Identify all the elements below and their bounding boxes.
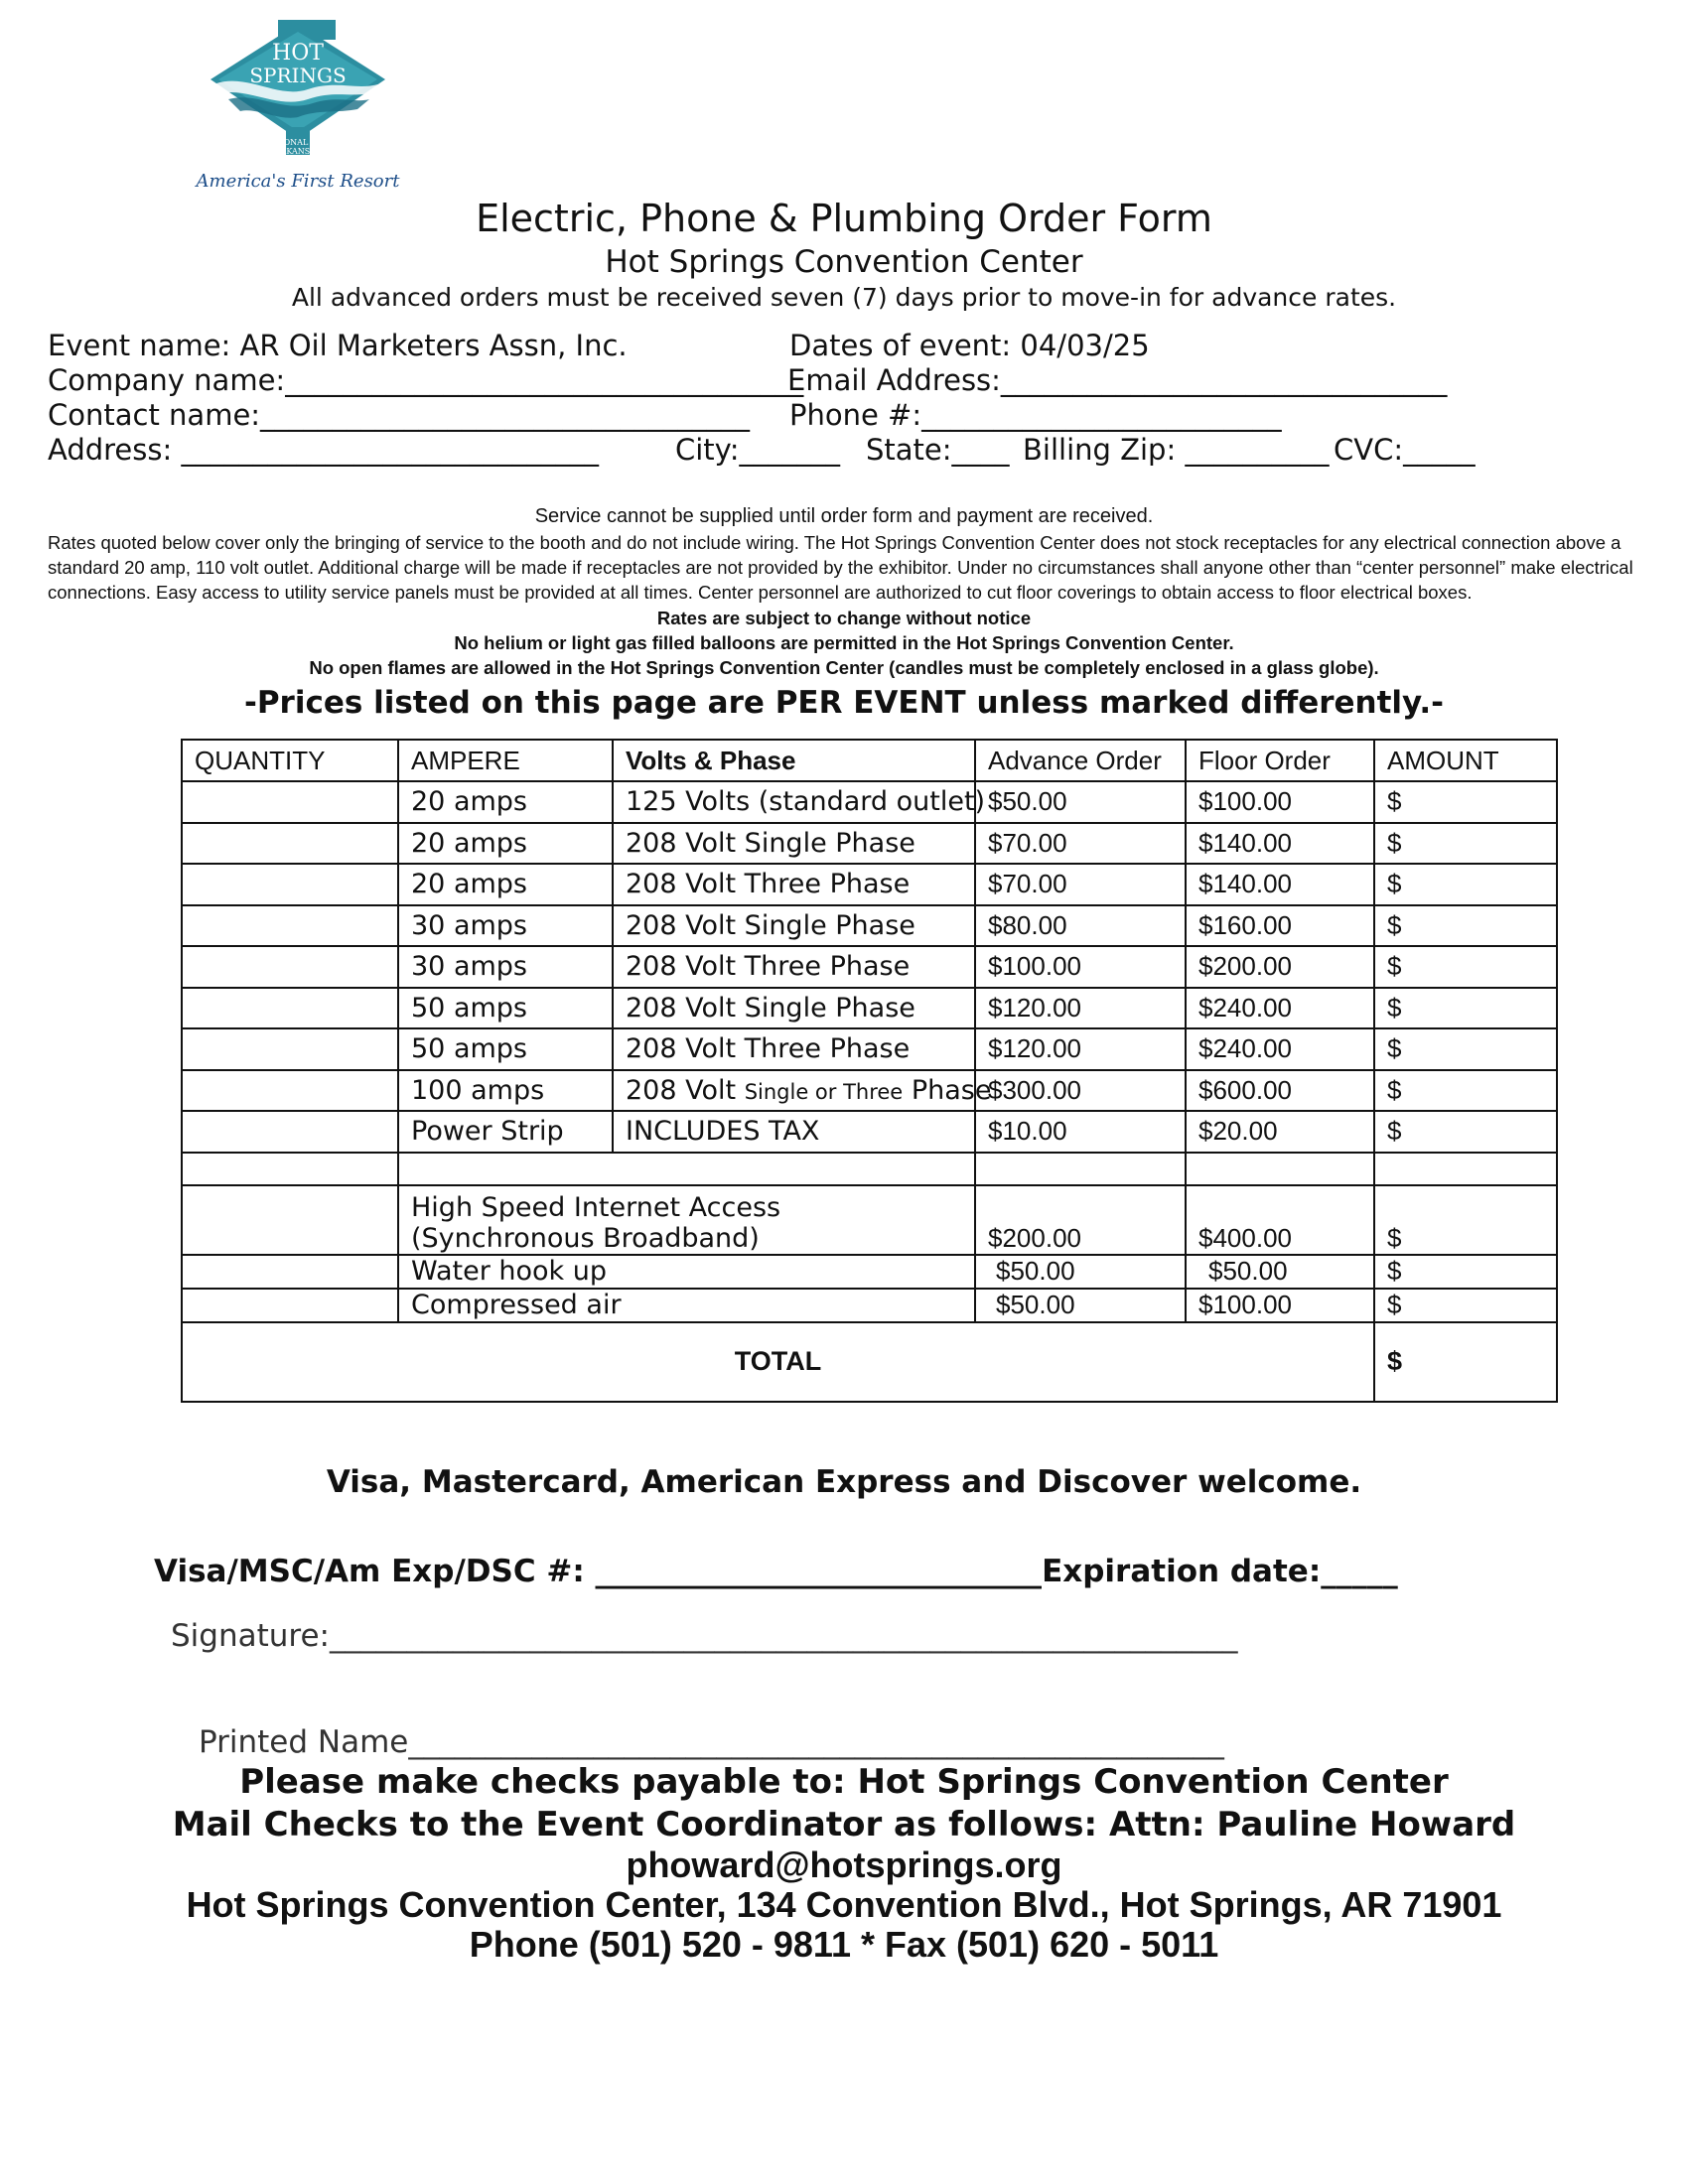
quantity-cell[interactable] — [182, 1289, 398, 1322]
contact-name-field[interactable]: Contact name:__________________________________ — [48, 398, 751, 432]
ampere-cell: 20 amps — [398, 781, 613, 823]
amount-cell[interactable]: $ — [1374, 1028, 1557, 1070]
table-row — [182, 1111, 1557, 1153]
header-quantity: QUANTITY — [182, 740, 398, 781]
hot-springs-diamond-icon — [189, 10, 407, 199]
table-row — [182, 905, 1557, 947]
volts-cell: 125 Volts (standard outlet) — [613, 781, 975, 823]
advance-cell: $300.00 — [975, 1070, 1186, 1112]
header-volts-phase: Volts & Phase — [613, 740, 975, 781]
card-number-field[interactable]: Visa/MSC/Am Exp/DSC #: _____________________________ — [154, 1554, 1043, 1589]
svg-text:ARKANSAS: ARKANSAS — [274, 147, 322, 156]
volts-cell: 208 Volt Single Phase — [613, 988, 975, 1029]
quantity-cell[interactable] — [182, 1185, 398, 1255]
advance-cell: $70.00 — [975, 823, 1186, 865]
city-field[interactable]: City:_______ — [675, 433, 840, 467]
table-row — [182, 1289, 1557, 1322]
cards-welcome-text: Visa, Mastercard, American Express and Discover welcome. — [326, 1464, 1362, 1500]
floor-cell: $240.00 — [1186, 988, 1374, 1029]
rates-terms-paragraph: Rates quoted below cover only the bringing of service to the booth and do not include wiring. The Hot Springs Convention Center does not stock receptacles for any electrical connection above a standard 20 amp, 110 volt outlet. Additional charge will be made if receptacles are not provided by the exhibitor. Under no circumstances shall anyone other than “center personnel” make electrical connections. Easy access to utility service panels must be provided at all times. Center personnel are authorized to cut floor coverings to obtain access to floor electrical boxes. — [48, 532, 1633, 603]
advance-cell: $100.00 — [975, 946, 1186, 988]
floor-cell: $50.00 — [1186, 1255, 1374, 1289]
table-row — [182, 1070, 1557, 1112]
event-dates-field: Dates of event: 04/03/25 — [789, 329, 1150, 362]
quantity-cell[interactable] — [182, 988, 398, 1029]
floor-cell: $240.00 — [1186, 1028, 1374, 1070]
floor-cell: $160.00 — [1186, 905, 1374, 947]
company-name-field[interactable]: Company name:____________________________________ — [48, 363, 804, 397]
cvc-field[interactable]: CVC:_____ — [1334, 433, 1476, 467]
table-row — [182, 781, 1557, 823]
ampere-cell: 20 amps — [398, 823, 613, 865]
ampere-cell: 20 amps — [398, 864, 613, 905]
phone-fax: Phone (501) 520 - 9811 * Fax (501) 620 - 5011 — [469, 1924, 1219, 1965]
checks-payable-text: Please make checks payable to: Hot Springs Convention Center — [239, 1762, 1449, 1802]
volts-cell: INCLUDES TAX — [613, 1111, 975, 1153]
table-row — [182, 1185, 1557, 1255]
amount-cell[interactable]: $ — [1374, 781, 1557, 823]
advance-cell: $120.00 — [975, 1028, 1186, 1070]
advance-cell: $50.00 — [975, 1255, 1186, 1289]
mail-checks-text: Mail Checks to the Event Coordinator as follows: Attn: Pauline Howard — [172, 1805, 1516, 1844]
phone-field[interactable]: Phone #:_________________________ — [789, 398, 1282, 432]
header-amount: AMOUNT — [1374, 740, 1557, 781]
floor-cell: $140.00 — [1186, 864, 1374, 905]
total-row — [182, 1322, 1557, 1402]
center-address: Hot Springs Convention Center, 134 Convention Blvd., Hot Springs, AR 71901 — [186, 1884, 1502, 1925]
floor-cell: $200.00 — [1186, 946, 1374, 988]
table-row — [182, 823, 1557, 865]
amount-cell[interactable]: $ — [1374, 988, 1557, 1029]
ampere-cell: 30 amps — [398, 905, 613, 947]
form-subtitle: Hot Springs Convention Center — [605, 244, 1083, 280]
floor-cell: $100.00 — [1186, 781, 1374, 823]
advance-cell: $10.00 — [975, 1111, 1186, 1153]
table-row — [182, 1255, 1557, 1289]
hot-springs-logo — [189, 10, 407, 199]
air-service-cell: Compressed air — [398, 1289, 975, 1322]
quantity-cell[interactable] — [182, 946, 398, 988]
internet-line2: (Synchronous Broadband) — [411, 1222, 760, 1254]
volts-part: 208 Volt — [626, 1074, 745, 1106]
no-helium-notice: No helium or light gas filled balloons are permitted in the Hot Springs Convention Center. — [454, 632, 1234, 653]
header-advance-order: Advance Order — [975, 740, 1186, 781]
rates-change-notice: Rates are subject to change without notice — [656, 608, 1032, 628]
amount-cell[interactable]: $ — [1374, 1185, 1557, 1255]
ampere-cell: 50 amps — [398, 1028, 613, 1070]
svg-text:SPRINGS: SPRINGS — [249, 64, 347, 87]
floor-cell: $600.00 — [1186, 1070, 1374, 1112]
printed-name-field[interactable]: Printed Name_____________________________________________________ — [199, 1724, 1224, 1760]
svg-text:NATIONAL PARK: NATIONAL PARK — [262, 138, 334, 147]
quantity-cell[interactable] — [182, 864, 398, 905]
advance-cell: $80.00 — [975, 905, 1186, 947]
total-amount-cell[interactable]: $ — [1374, 1322, 1557, 1402]
volts-cell: 208 Volt Three Phase — [613, 864, 975, 905]
address-field[interactable]: Address: _____________________________ — [48, 433, 599, 467]
quantity-cell[interactable] — [182, 1028, 398, 1070]
volts-part-small: Single or Three — [744, 1079, 904, 1104]
table-row — [182, 1028, 1557, 1070]
quantity-cell[interactable] — [182, 905, 398, 947]
amount-cell[interactable]: $ — [1374, 1111, 1557, 1153]
order-table — [181, 739, 1558, 1403]
ampere-cell: 30 amps — [398, 946, 613, 988]
table-row — [182, 946, 1557, 988]
spacer-row — [182, 1153, 1557, 1185]
volts-cell: 208 Volt Three Phase — [613, 1028, 975, 1070]
table-row — [182, 864, 1557, 905]
advance-cell: $200.00 — [975, 1185, 1186, 1255]
email-address-field[interactable]: Email Address:_______________________________ — [787, 363, 1448, 397]
quantity-cell[interactable] — [182, 823, 398, 865]
internet-service-cell — [398, 1185, 975, 1255]
amount-cell[interactable]: $ — [1374, 864, 1557, 905]
expiration-date-field[interactable]: Expiration date:_____ — [1042, 1554, 1398, 1589]
ampere-cell: 50 amps — [398, 988, 613, 1029]
billing-zip-field[interactable]: Billing Zip: __________ — [1023, 433, 1330, 467]
state-field[interactable]: State:____ — [866, 433, 1010, 467]
advance-cell: $50.00 — [975, 1289, 1186, 1322]
floor-cell: $20.00 — [1186, 1111, 1374, 1153]
advance-cell: $50.00 — [975, 781, 1186, 823]
amount-cell[interactable]: $ — [1374, 1289, 1557, 1322]
floor-cell: $100.00 — [1186, 1289, 1374, 1322]
advance-notice: All advanced orders must be received seven (7) days prior to move-in for advance rates. — [291, 283, 1397, 312]
floor-cell: $400.00 — [1186, 1185, 1374, 1255]
floor-cell: $140.00 — [1186, 823, 1374, 865]
amount-cell[interactable]: $ — [1374, 946, 1557, 988]
card-number-line — [154, 1554, 1398, 1589]
form-title: Electric, Phone & Plumbing Order Form — [476, 197, 1212, 240]
svg-text:HOT: HOT — [272, 41, 324, 66]
amount-cell[interactable]: $ — [1374, 1255, 1557, 1289]
header-floor-order: Floor Order — [1186, 740, 1374, 781]
volts-cell: 208 Volt Single Phase — [613, 905, 975, 947]
amount-cell[interactable]: $ — [1374, 823, 1557, 865]
coordinator-email: phoward@hotsprings.org — [626, 1844, 1062, 1885]
internet-line1: High Speed Internet Access — [411, 1191, 781, 1223]
no-flames-notice: No open flames are allowed in the Hot Springs Convention Center (candles must be completely enclosed in a glass globe). — [309, 657, 1379, 678]
svg-text:America's First Resort: America's First Resort — [196, 171, 400, 192]
quantity-cell[interactable] — [182, 781, 398, 823]
total-label: TOTAL — [182, 1322, 1374, 1402]
table-row — [182, 988, 1557, 1029]
quantity-cell[interactable] — [182, 1111, 398, 1153]
volts-part: Phase — [903, 1074, 992, 1106]
advance-cell: $120.00 — [975, 988, 1186, 1029]
per-event-notice: -Prices listed on this page are PER EVENT unless marked differently.- — [243, 685, 1445, 721]
ampere-cell: 100 amps — [398, 1070, 613, 1112]
advance-cell: $70.00 — [975, 864, 1186, 905]
signature-field[interactable]: Signature:___________________________________________________________ — [171, 1618, 1238, 1654]
service-notice: Service cannot be supplied until order form and payment are received. — [534, 505, 1154, 527]
volts-cell — [613, 1070, 992, 1112]
event-name-field: Event name: AR Oil Marketers Assn, Inc. — [48, 329, 628, 362]
header-ampere: AMPERE — [398, 740, 613, 781]
water-service-cell: Water hook up — [398, 1255, 975, 1289]
volts-cell: 208 Volt Three Phase — [613, 946, 975, 988]
volts-cell: 208 Volt Single Phase — [613, 823, 975, 865]
amount-cell[interactable]: $ — [1374, 905, 1557, 947]
ampere-cell: Power Strip — [398, 1111, 613, 1153]
table-header-row — [182, 740, 1557, 781]
quantity-cell[interactable] — [182, 1255, 398, 1289]
quantity-cell[interactable] — [182, 1070, 398, 1112]
amount-cell[interactable]: $ — [1374, 1070, 1557, 1112]
